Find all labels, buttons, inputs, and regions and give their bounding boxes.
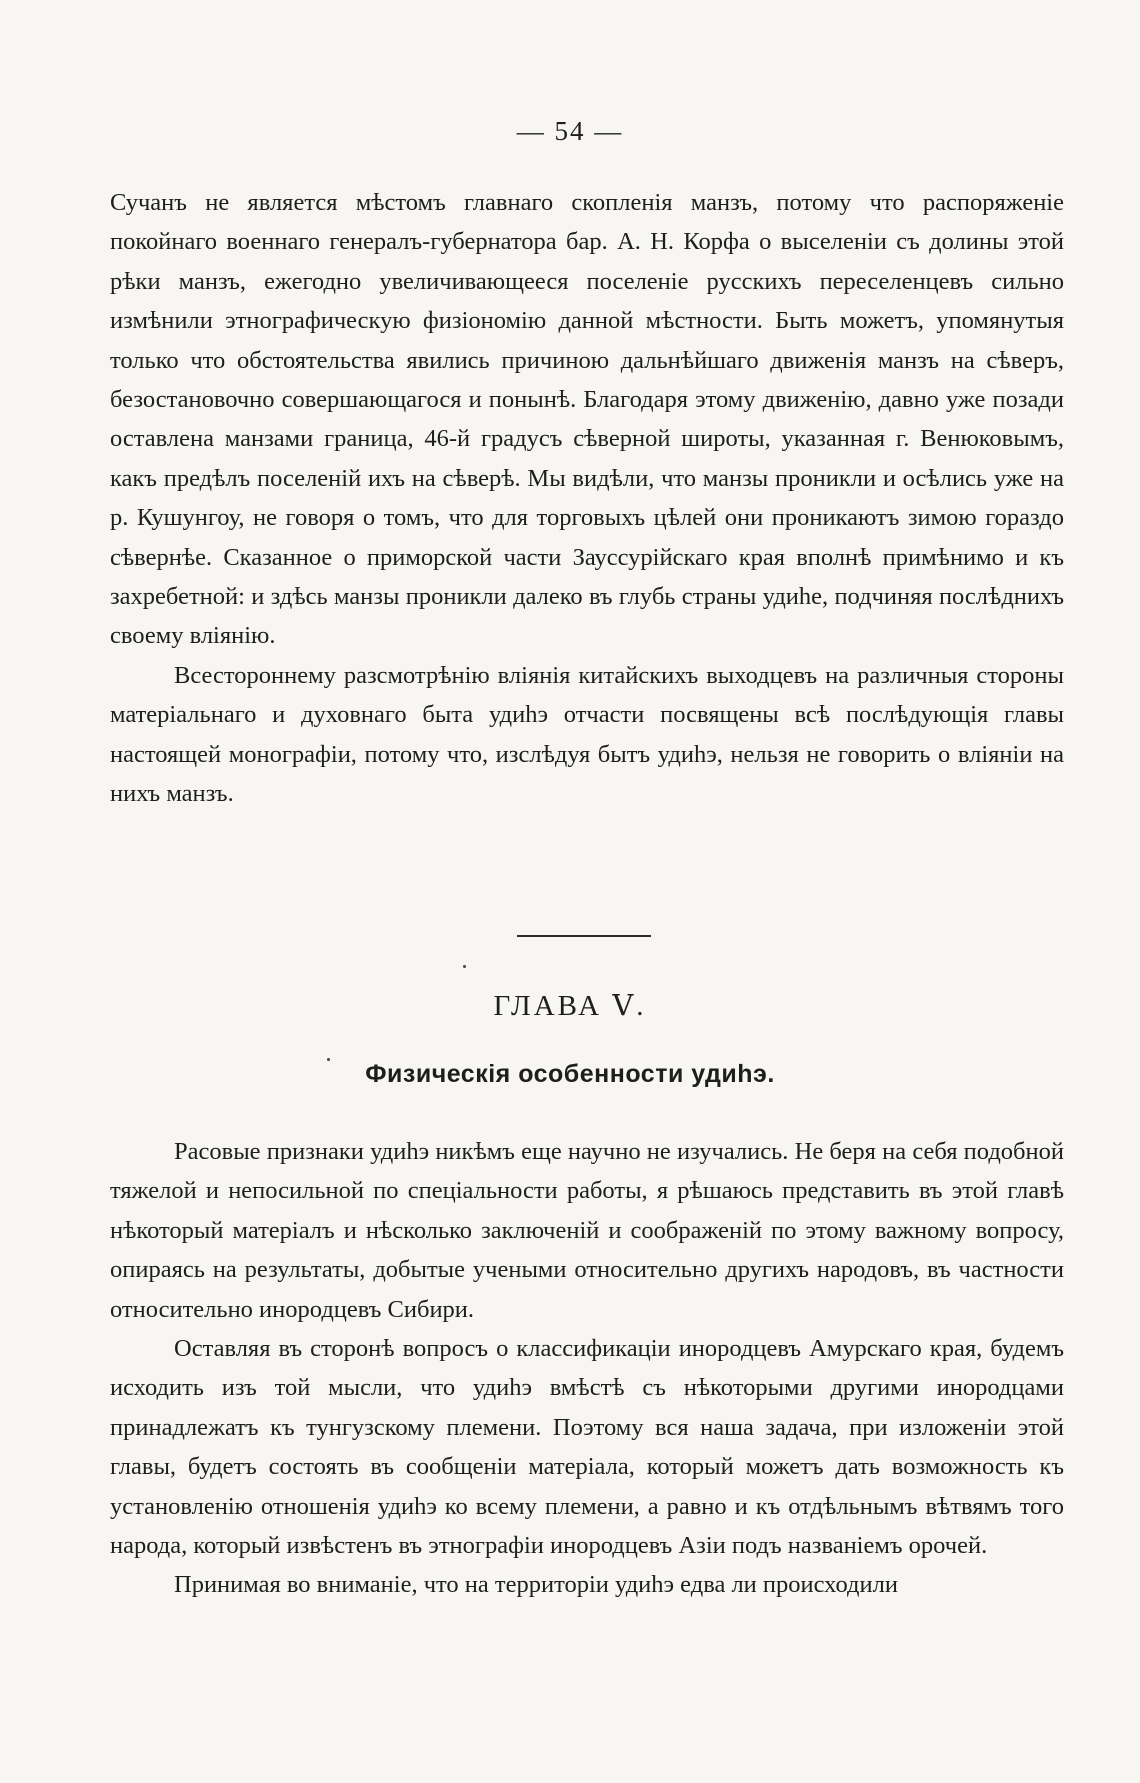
section-divider <box>517 935 651 937</box>
continuation-text <box>110 183 1064 814</box>
paragraph: Всестороннему разсмотрѣнію вліянія китайскихъ выходцевъ на различныя стороны матеріальнаго и духовнаго быта удиһэ отчасти посвящены всѣ послѣдующія главы настоящей монографіи, потому что, изслѣдуя бытъ удиһэ, нельзя не говорить о вліяніи на нихъ манзъ. <box>110 661 1064 808</box>
chapter-title: Физическія особенности удиһэ. <box>365 1060 775 1088</box>
paragraph: Сучанъ не является мѣстомъ главнаго скопленія манзъ, потому что распоряженіе покойнаго военнаго генералъ-губернатора бар. А. Н. Корфа о выселеніи съ долины этой рѣки манзъ, ежегодно увеличивающееся поселеніе русскихъ переселенцевъ сильно измѣнили этнографическую физіономію данной мѣстности. Быть можетъ, упомянутыя только что обстоятельства явились причиною дальнѣйшаго движенія манзъ на сѣверъ, безостановочно совершающагося и понынѣ. Благодаря этому движенію, давно уже позади оставлена манзами граница, 46-й градусъ сѣверной широты, указанная г. Венюковымъ, какъ предѣлъ поселеній ихъ на сѣверѣ. Мы видѣли, что манзы проникли и осѣлись уже на р. Кушунгоу, не говоря о томъ, что для торговыхъ цѣлей они проникаютъ зимою гораздо сѣвернѣе. Сказанное о приморской части Зауссурійскаго края вполнѣ примѣнимо и къ захребетной: и здѣсь манзы проникли далеко въ глубь страны удиһе, подчиняя послѣднихъ своему вліянію. <box>110 189 1064 650</box>
paragraph: Принимая во вниманіе, что на территоріи удиһэ едва ли происходили <box>174 1571 898 1599</box>
chapter-text <box>110 1132 1064 1605</box>
paragraph: Расовые признаки удиһэ никѣмъ еще научно не изучались. Не беря на себя подобной тяжелой и непосильной по спеціальности работы, я рѣшаюсь представить въ этой главѣ нѣкоторый матеріалъ и нѣсколько заключеній и соображеній по этому важному вопросу, опираясь на результаты, добытые учеными относительно другихъ народовъ, въ частности относительно инородцевъ Сибири. <box>110 1138 1064 1323</box>
paragraph: Оставляя въ сторонѣ вопросъ о классификаціи инородцевъ Амурскаго края, будемъ исходить изъ той мысли, что удиһэ вмѣстѣ съ нѣкоторыми другими инородцами принадлежатъ къ тунгузскому племени. Поэтому вся наша задача, при изложеніи этой главы, будетъ состоять въ сообщеніи матеріала, который можетъ дать возможность къ установленію отношенія удиһэ ко всему племени, а равно и къ отдѣльнымъ вѣтвямъ того народа, который извѣстенъ въ этнографіи инородцевъ Азіи подъ названіемъ орочей. <box>110 1335 1064 1560</box>
page-number: — 54 — <box>516 116 624 146</box>
chapter-heading: ГЛАВА Ⅴ. <box>493 990 647 1022</box>
print-speck <box>463 965 466 968</box>
